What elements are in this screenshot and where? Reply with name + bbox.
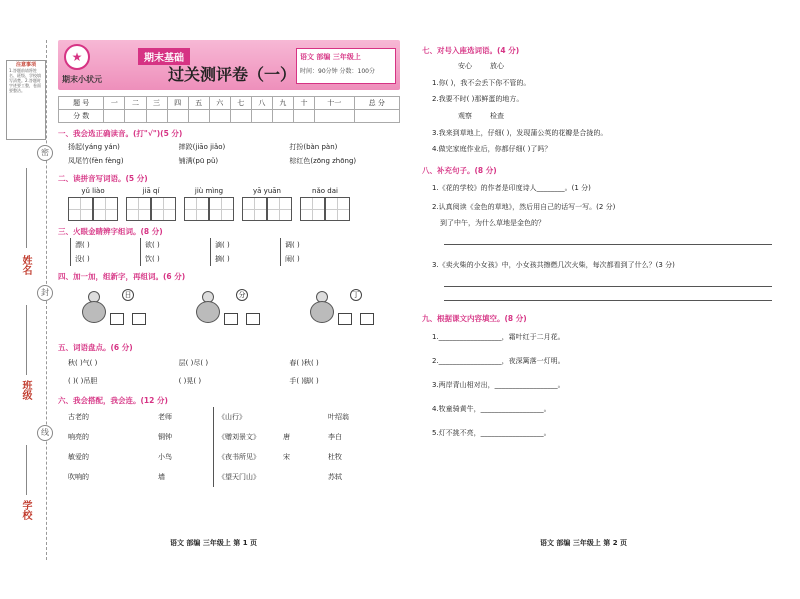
s9-item[interactable]: 1.__________________，霜叶红于二月花。 bbox=[432, 333, 565, 341]
s3-item[interactable]: 滴( ) bbox=[215, 241, 230, 249]
pinyin-text: nǎo dai bbox=[312, 187, 338, 195]
s3-group bbox=[140, 238, 210, 266]
s1-item[interactable]: 凤尾竹(fèn fèng) bbox=[68, 157, 124, 165]
pinyin-item bbox=[68, 187, 118, 221]
field-line bbox=[26, 305, 27, 375]
page-1-footer: 语文 部编 三年级上 第 1 页 bbox=[170, 539, 258, 547]
s9-item[interactable]: 2.__________________，夜深篱落一灯明。 bbox=[432, 357, 565, 365]
answer-box[interactable] bbox=[110, 313, 124, 325]
match-item[interactable]: 吹响的 bbox=[68, 473, 89, 481]
score-header-cell: 七 bbox=[230, 97, 251, 110]
section-8-title: 八、补充句子。(8 分) bbox=[422, 166, 497, 175]
answer-line[interactable] bbox=[444, 287, 772, 301]
exam-subject: 语文 部编 三年级上 bbox=[300, 53, 361, 61]
s3-item[interactable]: 调( ) bbox=[285, 241, 300, 249]
match-item[interactable]: 《山行》 bbox=[218, 413, 246, 421]
pinyin-text: yǔ liào bbox=[81, 187, 105, 195]
match-item[interactable] bbox=[283, 467, 328, 487]
turtle-shell-icon bbox=[310, 301, 334, 323]
answer-box[interactable] bbox=[132, 313, 146, 325]
score-header-cell: 总 分 bbox=[354, 97, 399, 110]
turtle-illustration bbox=[308, 287, 378, 337]
s5-item[interactable]: ( )晃( ) bbox=[178, 377, 202, 385]
score-cell[interactable] bbox=[209, 110, 230, 123]
brand-logo-icon: ★ bbox=[64, 44, 90, 70]
s9-item[interactable]: 4.牧童骑黄牛，__________________。 bbox=[432, 405, 551, 413]
score-header-cell: 二 bbox=[125, 97, 146, 110]
writing-grid[interactable] bbox=[68, 197, 118, 221]
binding-hole-2: 封 bbox=[37, 285, 53, 301]
turtle-illustration bbox=[80, 287, 150, 337]
writing-grid[interactable] bbox=[242, 197, 292, 221]
binding-hole-3: 线 bbox=[37, 425, 53, 441]
exam-time-score: 时间：90分钟 分数：100分 bbox=[300, 68, 375, 75]
score-header-cell: 十一 bbox=[315, 97, 355, 110]
pinyin-text: yā yuān bbox=[253, 187, 281, 195]
s7-options-2 bbox=[458, 107, 772, 125]
page-2-footer: 语文 部编 三年级上 第 2 页 bbox=[540, 539, 628, 547]
turtle-shell-icon bbox=[82, 301, 106, 323]
section-5-title: 五、词语盘点。(6 分) bbox=[58, 343, 133, 352]
option-word: 放心 bbox=[490, 62, 504, 70]
match-item[interactable]: 敏爱的 bbox=[68, 453, 89, 461]
match-col-nouns bbox=[158, 407, 213, 487]
section-3-title: 三、火眼金睛辨字组词。(8 分) bbox=[58, 227, 163, 236]
page-2 bbox=[422, 40, 772, 445]
match-item[interactable]: 古老的 bbox=[68, 413, 89, 421]
pinyin-item bbox=[184, 187, 234, 221]
binding-sidebar bbox=[0, 0, 50, 599]
s3-group bbox=[280, 238, 350, 266]
writing-grid[interactable] bbox=[184, 197, 234, 221]
matching-exercise bbox=[68, 407, 400, 487]
school-label: 学校 bbox=[20, 500, 31, 520]
s3-groups bbox=[70, 238, 400, 266]
match-item[interactable]: 老师 bbox=[158, 413, 172, 421]
score-cell[interactable] bbox=[167, 110, 188, 123]
match-col-dynasties bbox=[283, 407, 328, 487]
match-item[interactable]: 小鸟 bbox=[158, 453, 172, 461]
section-9-title: 九、根据课文内容填空。(8 分) bbox=[422, 314, 527, 323]
pinyin-text: jiù mìng bbox=[194, 187, 224, 195]
score-cell[interactable] bbox=[293, 110, 314, 123]
match-col-authors bbox=[328, 407, 368, 487]
s5-item[interactable]: 层( )尽( ) bbox=[178, 359, 209, 367]
exam-title: 过关测评卷（一） bbox=[168, 65, 297, 84]
match-col-adjectives bbox=[68, 407, 158, 487]
notice-title: 注意事项 bbox=[15, 62, 36, 68]
s3-item[interactable]: 欲( ) bbox=[145, 241, 160, 249]
s5-item[interactable]: 手( )脚( ) bbox=[289, 377, 319, 385]
score-header-cell: 四 bbox=[167, 97, 188, 110]
score-table bbox=[58, 96, 400, 123]
s1-item[interactable]: 打扮(bàn pàn) bbox=[289, 143, 338, 151]
match-item[interactable]: 《夜书所见》 bbox=[218, 453, 260, 461]
answer-line[interactable] bbox=[444, 273, 772, 287]
s7-question[interactable]: 4.做完家庭作业后，你都仔细( )了吗？ bbox=[432, 145, 552, 153]
s1-item[interactable]: 铺满(pū pǔ) bbox=[178, 157, 219, 165]
answer-box[interactable] bbox=[360, 313, 374, 325]
s3-item[interactable]: 没( ) bbox=[75, 255, 90, 263]
s9-item[interactable]: 3.两岸青山相对出，__________________。 bbox=[432, 381, 565, 389]
match-item[interactable]: 墙 bbox=[158, 473, 165, 481]
score-cell[interactable] bbox=[125, 110, 146, 123]
score-cell[interactable] bbox=[146, 110, 167, 123]
match-item[interactable]: 杜牧 bbox=[328, 453, 342, 461]
match-item[interactable]: 叶绍翁 bbox=[328, 413, 349, 421]
match-item[interactable]: 苏轼 bbox=[328, 473, 342, 481]
section-6-title: 六、我会搭配，我会连。(12 分) bbox=[58, 396, 168, 405]
s3-group bbox=[70, 238, 140, 266]
turtle-shell-icon bbox=[196, 301, 220, 323]
writing-grid[interactable] bbox=[300, 197, 350, 221]
s8-question-3: 3.《卖火柴的小女孩》中，小女孩共擦燃几次火柴，每次都看到了什么？(3 分) bbox=[432, 261, 675, 269]
score-header-cell: 八 bbox=[251, 97, 272, 110]
answer-box[interactable] bbox=[224, 313, 238, 325]
score-row-label: 分 数 bbox=[59, 110, 104, 123]
score-cell[interactable] bbox=[188, 110, 209, 123]
match-item[interactable] bbox=[283, 407, 328, 427]
s3-item[interactable]: 闹( ) bbox=[285, 255, 300, 263]
match-item[interactable]: 《赠刘景文》 bbox=[218, 433, 260, 441]
s1-item[interactable]: 摔跤(jiāo jiǎo) bbox=[178, 143, 226, 151]
match-item[interactable]: 李白 bbox=[328, 433, 342, 441]
s3-item[interactable]: 摘( ) bbox=[215, 255, 230, 263]
pinyin-item bbox=[242, 187, 292, 221]
match-item[interactable]: 唐 bbox=[283, 433, 290, 441]
notice-box bbox=[6, 60, 46, 140]
section-7-title: 七、对号入座选词语。(4 分) bbox=[422, 46, 520, 55]
score-header-cell: 九 bbox=[272, 97, 293, 110]
score-header-cell: 一 bbox=[104, 97, 125, 110]
s1-row bbox=[68, 154, 400, 168]
s7-options-1 bbox=[458, 57, 772, 75]
s8-question-2-prompt: 到了中午，为什么草地是金色的？ bbox=[440, 219, 545, 227]
answer-box[interactable] bbox=[338, 313, 352, 325]
s5-item[interactable]: 秋( )气( ) bbox=[68, 359, 98, 367]
exam-tag: 期末基础 bbox=[138, 48, 190, 65]
option-word: 安心 bbox=[458, 62, 472, 70]
char-circle: 分 bbox=[236, 289, 248, 301]
s1-item[interactable]: 扬起(yáng yán) bbox=[68, 143, 120, 151]
answer-line[interactable] bbox=[444, 231, 772, 245]
char-circle: 日 bbox=[122, 289, 134, 301]
section-1-title: 一、我会选正确读音。(打"√")(5 分) bbox=[58, 129, 183, 138]
page-1 bbox=[58, 40, 400, 487]
s3-item[interactable]: 饮( ) bbox=[145, 255, 160, 263]
option-word: 检查 bbox=[490, 112, 504, 120]
pinyin-text: jiā qí bbox=[142, 187, 160, 195]
match-item[interactable]: 宋 bbox=[283, 453, 290, 461]
writing-grid[interactable] bbox=[126, 197, 176, 221]
name-label: 姓名 bbox=[20, 255, 31, 275]
s7-question[interactable]: 3.我来到草地上，仔细( )，发现蒲公英的花瓣是合拢的。 bbox=[432, 129, 608, 137]
option-word: 观察 bbox=[458, 112, 472, 120]
score-cell[interactable] bbox=[230, 110, 251, 123]
exam-header bbox=[58, 40, 400, 90]
s5-row bbox=[68, 372, 400, 390]
pinyin-row bbox=[68, 187, 400, 221]
s7-question[interactable]: 2.我要不时( )那鲜蛋的地方。 bbox=[432, 95, 524, 103]
section-2-title: 二、读拼音写词语。(5 分) bbox=[58, 174, 148, 183]
answer-box[interactable] bbox=[246, 313, 260, 325]
pinyin-item bbox=[300, 187, 350, 221]
match-item[interactable]: 铜钟 bbox=[158, 433, 172, 441]
field-line bbox=[26, 445, 27, 495]
score-header-cell: 三 bbox=[146, 97, 167, 110]
score-cell[interactable] bbox=[315, 110, 355, 123]
s3-item[interactable]: 漂( ) bbox=[75, 241, 90, 249]
s5-item[interactable]: 春( )秋( ) bbox=[289, 359, 319, 367]
field-line bbox=[26, 168, 27, 248]
score-cell[interactable] bbox=[251, 110, 272, 123]
turtle-row bbox=[58, 287, 400, 337]
score-cell[interactable] bbox=[354, 110, 399, 123]
score-header-cell: 五 bbox=[188, 97, 209, 110]
score-header-cell: 十 bbox=[293, 97, 314, 110]
char-circle: 丁 bbox=[350, 289, 362, 301]
binding-hole-1: 密 bbox=[37, 145, 53, 161]
s9-item[interactable]: 5.灯不挑不亮，__________________。 bbox=[432, 429, 551, 437]
s5-item[interactable]: ( )( )吊胆 bbox=[68, 377, 98, 385]
class-label: 班级 bbox=[20, 380, 31, 400]
match-item[interactable]: 响亮的 bbox=[68, 433, 89, 441]
pinyin-item bbox=[126, 187, 176, 221]
exam-info bbox=[296, 48, 396, 84]
s3-group bbox=[210, 238, 280, 266]
s1-row bbox=[68, 140, 400, 154]
score-header-cell: 题 号 bbox=[59, 97, 104, 110]
section-4-title: 四、加一加，组新字，再组词。(6 分) bbox=[58, 272, 186, 281]
s5-row bbox=[68, 354, 400, 372]
turtle-illustration bbox=[194, 287, 264, 337]
s1-item[interactable]: 棕红色(zōng zhōng) bbox=[289, 157, 357, 165]
score-cell[interactable] bbox=[272, 110, 293, 123]
match-item[interactable]: 《望天门山》 bbox=[218, 473, 260, 481]
brand-name: 期末小状元 bbox=[62, 75, 102, 84]
match-col-poems bbox=[213, 407, 283, 487]
score-header-cell: 六 bbox=[209, 97, 230, 110]
s8-question-1[interactable]: 1.《花的学校》的作者是印度诗人________。(1 分) bbox=[432, 184, 591, 192]
s7-question[interactable]: 1.你( )，我不会丢下你不管的。 bbox=[432, 79, 531, 87]
score-cell[interactable] bbox=[104, 110, 125, 123]
s8-question-2: 2.认真阅读《金色的草地》，然后用自己的话写一写。(2 分) bbox=[432, 203, 616, 211]
notice-text: 1.答题前请将姓名、班级、学校填写清楚。2.答题时字迹要工整，卷面要整洁。 bbox=[9, 68, 41, 93]
